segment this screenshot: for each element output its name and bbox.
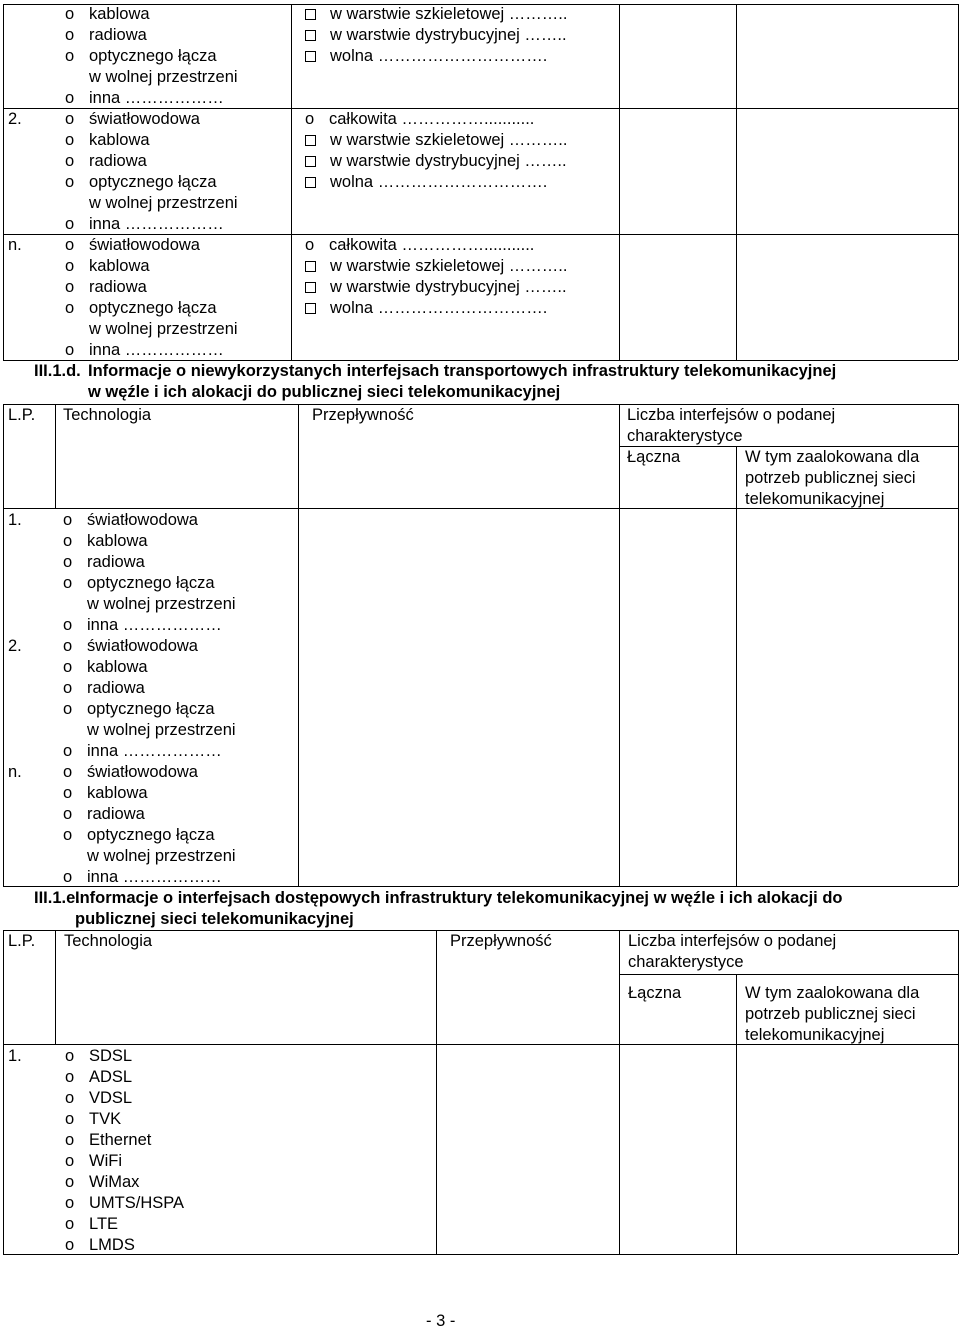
col-lp-header: L.P.	[8, 932, 36, 950]
option-tvk: TVK	[89, 1110, 122, 1128]
option-fiber: światłowodowa	[87, 637, 198, 655]
col-count-header-cont: charakterystyce	[627, 427, 743, 445]
option-optical-cont: w wolnej przestrzeni	[89, 320, 238, 338]
option-kablowa: kablowa	[87, 532, 148, 550]
option-radiowa: radiowa	[89, 278, 147, 296]
option-lmds: LMDS	[89, 1236, 135, 1254]
option-other: inna ………………	[89, 89, 224, 107]
col-count-header: Liczba interfejsów o podanej	[627, 406, 836, 424]
col-allocated-header: W tym zaalokowana dla	[745, 448, 920, 466]
checkbox-icon[interactable]	[305, 30, 316, 41]
option-other: inna ………………	[87, 742, 222, 760]
option-optical: optycznego łącza	[87, 700, 215, 718]
col-throughput-header: Przepływność	[312, 406, 414, 424]
col-count-header: Liczba interfejsów o podanej	[628, 932, 837, 950]
option-vdsl: VDSL	[89, 1089, 133, 1107]
col-lp-header: L.P.	[8, 406, 36, 424]
option-radiowa: radiowa	[87, 805, 145, 823]
option-other: inna ………………	[87, 868, 222, 886]
option-fiber: światłowodowa	[89, 110, 200, 128]
option-kablowa: kablowa	[89, 131, 150, 149]
checkbox-icon[interactable]	[305, 135, 316, 146]
own-distribution: w warstwie dystrybucyjnej ……..	[330, 278, 567, 296]
col-throughput-header: Przepływność	[450, 932, 552, 950]
option-optical: optycznego łącza	[87, 574, 215, 592]
section-title-cont: publicznej sieci telekomunikacyjnej	[75, 910, 354, 928]
option-fiber: światłowodowa	[89, 236, 200, 254]
col-allocated-header-cont2: telekomunikacyjnej	[745, 490, 885, 508]
option-fiber: światłowodowa	[87, 511, 198, 529]
option-lte: LTE	[89, 1215, 119, 1233]
option-kablowa: kablowa	[89, 257, 150, 275]
row-number: 1.	[8, 1047, 22, 1065]
option-optical: optycznego łącza	[89, 299, 217, 317]
col-total-header: Łączna	[628, 984, 682, 1002]
checkbox-icon[interactable]	[305, 261, 316, 272]
option-ethernet: Ethernet	[89, 1131, 152, 1149]
checkbox-icon[interactable]	[305, 282, 316, 293]
option-radiowa: radiowa	[87, 679, 145, 697]
option-other: inna ………………	[89, 215, 224, 233]
checkbox-icon[interactable]	[305, 51, 316, 62]
col-allocated-header-cont2: telekomunikacyjnej	[745, 1026, 885, 1044]
section-number: III.1.d.	[34, 362, 81, 380]
own-free: wolna ………………………….	[330, 299, 548, 317]
col-allocated-header-cont: potrzeb publicznej sieci	[745, 469, 916, 487]
row-number: n.	[8, 763, 22, 781]
row-number: n.	[8, 236, 22, 254]
own-free: wolna ………………………….	[330, 173, 548, 191]
option-fiber: światłowodowa	[87, 763, 198, 781]
option-optical: optycznego łącza	[89, 173, 217, 191]
own-free: wolna ………………………….	[330, 47, 548, 65]
checkbox-icon[interactable]	[305, 156, 316, 167]
checkbox-icon[interactable]	[305, 9, 316, 20]
own-distribution: w warstwie dystrybucyjnej ……..	[330, 26, 567, 44]
option-optical: optycznego łącza	[89, 47, 217, 65]
own-full: całkowita ……………...........	[329, 110, 535, 128]
option-radiowa: radiowa	[89, 26, 147, 44]
own-backbone: w warstwie szkieletowej ………..	[330, 131, 568, 149]
option-other: inna ………………	[89, 341, 224, 359]
option-wifi: WiFi	[89, 1152, 122, 1170]
option-optical-cont: w wolnej przestrzeni	[87, 721, 236, 739]
own-full: całkowita ……………...........	[329, 236, 535, 254]
section-title-cont: w węźle i ich alokacji do publicznej sieci telekomunikacyjnej	[88, 383, 561, 401]
col-allocated-header: W tym zaalokowana dla	[745, 984, 920, 1002]
row-number: 2.	[8, 110, 22, 128]
section-number: III.1.e.	[34, 889, 80, 907]
section-title: Informacje o niewykorzystanych interfejsach transportowych infrastruktury telekomunikacyjnej	[88, 362, 837, 380]
option-optical: optycznego łącza	[87, 826, 215, 844]
option-other: inna ………………	[87, 616, 222, 634]
option-kablowa: kablowa	[87, 784, 148, 802]
col-allocated-header-cont: potrzeb publicznej sieci	[745, 1005, 916, 1023]
option-wimax: WiMax	[89, 1173, 140, 1191]
section-title: Informacje o interfejsach dostępowych infrastruktury telekomunikacyjnej w węźle i ich alokacji do	[75, 889, 843, 907]
option-adsl: ADSL	[89, 1068, 133, 1086]
checkbox-icon[interactable]	[305, 303, 316, 314]
row-number: 2.	[8, 637, 22, 655]
option-optical-cont: w wolnej przestrzeni	[89, 68, 238, 86]
option-sdsl: SDSL	[89, 1047, 133, 1065]
option-radiowa: radiowa	[89, 152, 147, 170]
col-technology-header: Technologia	[64, 932, 153, 950]
row-number: 1.	[8, 511, 22, 529]
option-kablowa: kablowa	[87, 658, 148, 676]
own-distribution: w warstwie dystrybucyjnej ……..	[330, 152, 567, 170]
option-umts: UMTS/HSPA	[89, 1194, 185, 1212]
option-kablowa: kablowa	[89, 5, 150, 23]
option-optical-cont: w wolnej przestrzeni	[87, 847, 236, 865]
option-optical-cont: w wolnej przestrzeni	[87, 595, 236, 613]
col-total-header: Łączna	[627, 448, 681, 466]
option-optical-cont: w wolnej przestrzeni	[89, 194, 238, 212]
page-number: - 3 -	[426, 1312, 456, 1330]
col-count-header-cont: charakterystyce	[628, 953, 744, 971]
checkbox-icon[interactable]	[305, 177, 316, 188]
option-radiowa: radiowa	[87, 553, 145, 571]
own-backbone: w warstwie szkieletowej ………..	[330, 257, 568, 275]
col-technology-header: Technologia	[63, 406, 152, 424]
own-backbone: w warstwie szkieletowej ………..	[330, 5, 568, 23]
